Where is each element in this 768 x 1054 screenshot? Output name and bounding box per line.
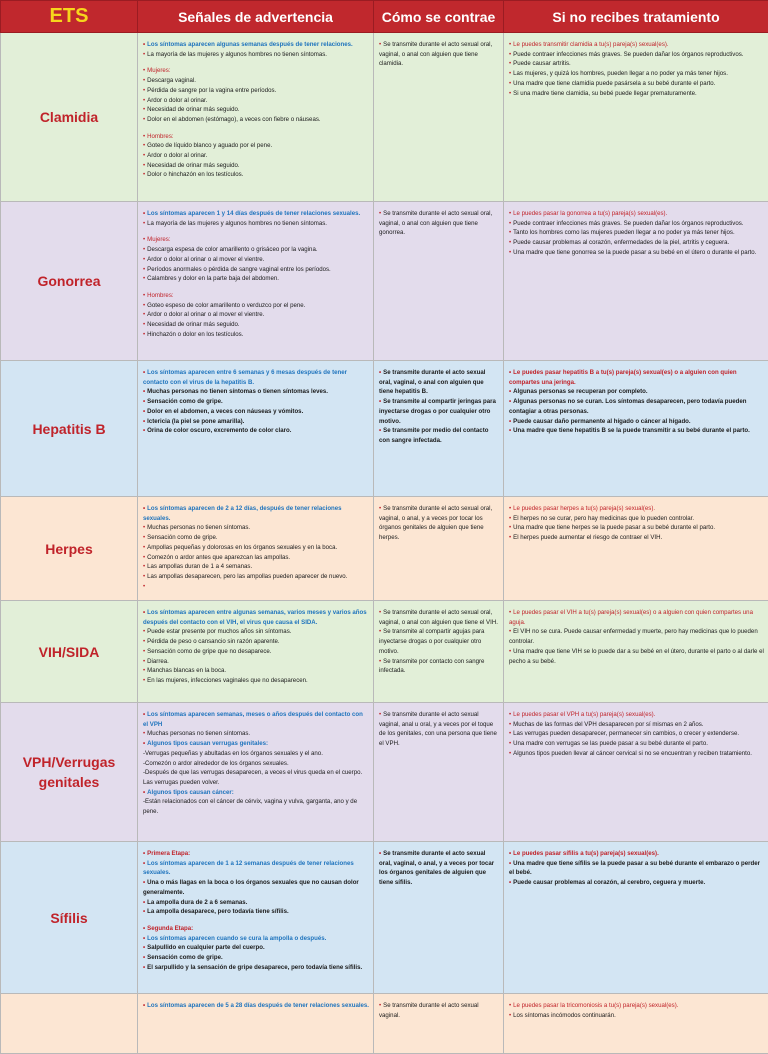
cell-line: • Las verrugas pueden desaparecer, permanecer sin cambios, o crecer y extenderse. bbox=[509, 729, 764, 739]
row-vph bbox=[1, 703, 768, 842]
cell-line: • Se transmite durante el acto sexual oral, vaginal, o anal con alguien que tiene hepatitis B. bbox=[379, 368, 499, 397]
signs-cell bbox=[138, 601, 374, 703]
cell-line: • El herpes puede aumentar el riesgo de contraer el VIH. bbox=[509, 533, 764, 543]
cell-line: • Le puedes pasar la tricomoniosis a tu(s) pareja(s) sexual(es). bbox=[509, 1001, 764, 1011]
cell-line: • Necesidad de orinar más seguido. bbox=[143, 105, 369, 115]
row-vih-sida bbox=[1, 601, 768, 703]
cell-line: • Se transmite durante el acto sexual oral, vaginal, o anal con alguien que tiene clamidia. bbox=[379, 40, 499, 69]
transmission-cell bbox=[374, 202, 504, 361]
cell-line: • Le puedes pasar la gonorrea a tu(s) pareja(s) sexual(es). bbox=[509, 209, 764, 219]
cell-line: • Calambres y dolor en la parte baja del abdomen. bbox=[143, 274, 369, 284]
spacer bbox=[143, 59, 369, 66]
cell-line: • Algunos tipos causan verrugas genitales: bbox=[143, 739, 369, 749]
cell-line: • Dolor o hinchazón en los testículos. bbox=[143, 170, 369, 180]
cell-line: • Diarrea. bbox=[143, 657, 369, 667]
cell-line: • Los síntomas aparecen de 2 a 12 días, después de tener relaciones sexuales. bbox=[143, 504, 369, 523]
cell-line: • Se transmite durante el acto sexual vaginal. bbox=[379, 1001, 499, 1020]
cell-line: • Mujeres: bbox=[143, 66, 369, 76]
cell-line: • Una madre con verrugas se las puede pasar a su bebé durante el parto. bbox=[509, 739, 764, 749]
cell-line: • Sensación como de gripe. bbox=[143, 953, 369, 963]
spacer bbox=[143, 125, 369, 132]
untreated-cell bbox=[504, 202, 768, 361]
header-row bbox=[1, 1, 768, 33]
row-hepatitis-b bbox=[1, 361, 768, 497]
signs-cell bbox=[138, 497, 374, 601]
cell-line: • Los síntomas aparecen entre algunas semanas, varios meses y varios años después del contacto con el VIH, el virus que causa el SIDA. bbox=[143, 608, 369, 627]
cell-line: • Descarga espesa de color amarillento o grisáceo por la vagina. bbox=[143, 245, 369, 255]
header-untreated: Si no recibes tratamiento bbox=[504, 1, 768, 33]
disease-name: VIH/SIDA bbox=[1, 601, 138, 703]
cell-line: • Ardor o dolor al orinar. bbox=[143, 96, 369, 106]
cell-line: • Le puedes transmitir clamidia a tu(s) pareja(s) sexual(es). bbox=[509, 40, 764, 50]
cell-line: • Puede causar daño permanente al hígado o cáncer al hígado. bbox=[509, 417, 764, 427]
cell-line: • Mujeres: bbox=[143, 235, 369, 245]
cell-line: • Algunos tipos causan cáncer: bbox=[143, 788, 369, 798]
cell-line: • Le puedes pasar el VPH a tu(s) pareja(s) sexual(es). bbox=[509, 710, 764, 720]
untreated-cell bbox=[504, 497, 768, 601]
cell-line: • Muchas de las formas del VPH desaparecen por sí mismas en 2 años. bbox=[509, 720, 764, 730]
cell-line: • Se transmite durante el acto sexual oral, vaginal, o anal, y a veces por tocar los órganos genitales de alguien que tiene herpes. bbox=[379, 504, 499, 543]
cell-line: • Hombres: bbox=[143, 132, 369, 142]
cell-line: • Ardor o dolor al orinar. bbox=[143, 151, 369, 161]
cell-line: • La ampolla desaparece, pero todavía tiene sífilis. bbox=[143, 907, 369, 917]
cell-line: • Una madre que tiene hepatitis B se la puede transmitir a su bebé durante el parto. bbox=[509, 426, 764, 436]
cell-line: • Necesidad de orinar más seguido. bbox=[143, 161, 369, 171]
disease-name: Hepatitis B bbox=[1, 361, 138, 497]
disease-name: Herpes bbox=[1, 497, 138, 601]
cell-line: • Hombres: bbox=[143, 291, 369, 301]
row-gonorrea bbox=[1, 202, 768, 361]
cell-line: • Algunos tipos pueden llevar al cáncer cervical si no se encuentran y reciben tratamiento. bbox=[509, 749, 764, 759]
cell-line: • Primera Etapa: bbox=[143, 849, 369, 859]
cell-line: • Ampollas pequeñas y dolorosas en los órganos sexuales y en la boca. bbox=[143, 543, 369, 553]
cell-line: • Se transmite por contacto con sangre infectada. bbox=[379, 657, 499, 676]
cell-line: • Hinchazón o dolor en los testículos. bbox=[143, 330, 369, 340]
cell-line: • El sarpullido y la sensación de gripe desaparece, pero todavía tiene sífilis. bbox=[143, 963, 369, 973]
cell-line: • Puede contraer infecciones más graves. Se pueden dañar los órganos reproductivos. bbox=[509, 50, 764, 60]
cell-line: • En las mujeres, infecciones vaginales que no desaparecen. bbox=[143, 676, 369, 686]
signs-cell bbox=[138, 703, 374, 842]
cell-line: • Muchas personas no tienen síntomas o tienen síntomas leves. bbox=[143, 387, 369, 397]
cell-line: • Puede estar presente por muchos años sin síntomas. bbox=[143, 627, 369, 637]
cell-line: • Le puedes pasar herpes a tu(s) pareja(s) sexual(es). bbox=[509, 504, 764, 514]
disease-name: VPH/Verrugas genitales bbox=[1, 703, 138, 842]
cell-line: • La mayoría de las mujeres y algunos hombres no tienen síntomas. bbox=[143, 219, 369, 229]
cell-line: • Las ampollas duran de 1 a 4 semanas. bbox=[143, 562, 369, 572]
cell-line: • Una madre que tiene sífilis se la puede pasar a su bebé durante el embarazo o perder el bebé. bbox=[509, 859, 764, 878]
cell-line: -Después de que las verrugas desaparecen, a veces el virus queda en el cuerpo. Las verrugas pueden volver. bbox=[143, 768, 369, 787]
disease-name: Gonorrea bbox=[1, 202, 138, 361]
cell-line: -Verrugas pequeñas y abultadas en los órganos sexuales y el ano. bbox=[143, 749, 369, 759]
untreated-cell bbox=[504, 33, 768, 202]
cell-line: • Puede contraer infecciones más graves. Se pueden dañar los órganos reproductivos. bbox=[509, 219, 764, 229]
untreated-cell bbox=[504, 703, 768, 842]
cell-line: • Algunas personas se recuperan por completo. bbox=[509, 387, 764, 397]
cell-line: • Los síntomas aparecen semanas, meses o años después del contacto con el VPH bbox=[143, 710, 369, 729]
cell-line: • El VIH no se cura. Puede causar enfermedad y muerte, pero hay medicinas que lo pueden controlar. bbox=[509, 627, 764, 646]
cell-line: • Se transmite durante el acto sexual oral, vaginal, o anal con alguien que tiene gonorrea. bbox=[379, 209, 499, 238]
cell-line: • Los síntomas incómodos continuarán. bbox=[509, 1011, 764, 1021]
signs-cell bbox=[138, 202, 374, 361]
cell-line: • Muchas personas no tienen síntomas. bbox=[143, 729, 369, 739]
cell-line: • Los síntomas aparecen cuando se cura la ampolla o después. bbox=[143, 934, 369, 944]
cell-line: • Las ampollas desaparecen, pero las ampollas pueden aparecer de nuevo. bbox=[143, 572, 369, 582]
cell-line: • Los síntomas aparecen de 1 a 12 semanas después de tener relaciones sexuales. bbox=[143, 859, 369, 878]
cell-line: • Las mujeres, y quizá los hombres, pueden llegar a no poder ya más tener hijos. bbox=[509, 69, 764, 79]
cell-line: • La ampolla dura de 2 a 6 semanas. bbox=[143, 898, 369, 908]
cell-line: • Segunda Etapa: bbox=[143, 924, 369, 934]
cell-line: • Le puedes pasar sífilis a tu(s) pareja(s) sexual(es). bbox=[509, 849, 764, 859]
cell-line: • Los síntomas aparecen de 5 a 28 días después de tener relaciones sexuales. bbox=[143, 1001, 369, 1011]
cell-line: • Sensación como de gripe. bbox=[143, 533, 369, 543]
cell-line: • Una madre que tiene gonorrea se la puede pasar a su bebé en el útero o durante el parto. bbox=[509, 248, 764, 258]
cell-line: • Goteo espeso de color amarillento o verduzco por el pene. bbox=[143, 301, 369, 311]
header-transmission: Cómo se contrae bbox=[374, 1, 504, 33]
signs-cell bbox=[138, 842, 374, 994]
cell-line: • Sensación como de gripe. bbox=[143, 397, 369, 407]
cell-line: • Se transmite durante el acto sexual vaginal, anal u oral, y a veces por el toque de los genitales, con una persona que tiene el VPH. bbox=[379, 710, 499, 749]
cell-line: • Salpullido en cualquier parte del cuerpo. bbox=[143, 943, 369, 953]
signs-cell bbox=[138, 361, 374, 497]
cell-line: • Una madre que tiene herpes se la puede pasar a su bebé durante el parto. bbox=[509, 523, 764, 533]
transmission-cell bbox=[374, 497, 504, 601]
cell-line: • La mayoría de las mujeres y algunos hombres no tienen síntomas. bbox=[143, 50, 369, 60]
transmission-cell bbox=[374, 33, 504, 202]
transmission-cell bbox=[374, 601, 504, 703]
disease-name: Clamidia bbox=[1, 33, 138, 202]
cell-line: • Una o más llagas en la boca o los órganos sexuales que no causan dolor generalmente. bbox=[143, 878, 369, 897]
spacer bbox=[143, 228, 369, 235]
cell-line: • Pérdida de peso o cansancio sin razón aparente. bbox=[143, 637, 369, 647]
cell-line: • Ardor o dolor al orinar o al mover el vientre. bbox=[143, 255, 369, 265]
cell-line: • Puede causar problemas al corazón, enfermedades de la piel, artritis y ceguera. bbox=[509, 238, 764, 248]
cell-line: • Los síntomas aparecen 1 y 14 días después de tener relaciones sexuales. bbox=[143, 209, 369, 219]
untreated-cell bbox=[504, 842, 768, 994]
cell-line: • Se transmite al compartir agujas para inyectarse drogas o por cualquier otro motivo. bbox=[379, 627, 499, 656]
untreated-cell bbox=[504, 601, 768, 703]
spacer bbox=[143, 284, 369, 291]
cell-line: • Ictericia (la piel se pone amarilla). bbox=[143, 417, 369, 427]
spacer bbox=[143, 917, 369, 924]
cell-line: • Orina de color oscuro, excremento de color claro. bbox=[143, 426, 369, 436]
cell-line: • Períodos anormales o pérdida de sangre vaginal entre los períodos. bbox=[143, 265, 369, 275]
cell-line: • Goteo de líquido blanco y aguado por el pene. bbox=[143, 141, 369, 151]
header-signs: Señales de advertencia bbox=[138, 1, 374, 33]
cell-line: • Manchas blancas en la boca. bbox=[143, 666, 369, 676]
row-sifilis bbox=[1, 842, 768, 994]
cell-line: • Necesidad de orinar más seguido. bbox=[143, 320, 369, 330]
row-clamidia bbox=[1, 33, 768, 202]
cell-line: -Están relacionados con el cáncer de cérvix, vagina y vulva, garganta, ano y de pene. bbox=[143, 797, 369, 816]
cell-line: • Los síntomas aparecen entre 6 semanas y 6 mesas después de tener contacto con el virus de la hepatitis B. bbox=[143, 368, 369, 387]
cell-line: • Dolor en el abdomen (estómago), a veces con fiebre o náuseas. bbox=[143, 115, 369, 125]
cell-line: • Descarga vaginal. bbox=[143, 76, 369, 86]
cell-line: • Le puedes pasar el VIH a tu(s) pareja(s) sexual(es) o a alguien con quien compartes una aguja. bbox=[509, 608, 764, 627]
cell-line: • Se transmite durante el acto sexual oral, vaginal, o anal, y a veces por tocar los órganos genitales de alguien que tiene sífilis. bbox=[379, 849, 499, 888]
transmission-cell bbox=[374, 842, 504, 994]
signs-cell bbox=[138, 33, 374, 202]
cell-line: • Pérdida de sangre por la vagina entre períodos. bbox=[143, 86, 369, 96]
transmission-cell bbox=[374, 703, 504, 842]
header-ets: ETS bbox=[1, 1, 138, 33]
cell-line: • Si una madre tiene clamidia, su bebé puede llegar prematuramente. bbox=[509, 89, 764, 99]
cell-line: • El herpes no se curar, pero hay medicinas que lo pueden controlar. bbox=[509, 514, 764, 524]
untreated-cell bbox=[504, 361, 768, 497]
cell-line: • Comezón o ardor antes que aparezcan las ampollas. bbox=[143, 553, 369, 563]
cell-line bbox=[143, 582, 369, 592]
cell-line: • Le puedes pasar hepatitis B a tu(s) pareja(s) sexual(es) o a alguien con quien compartes una jeringa. bbox=[509, 368, 764, 387]
cell-line: • Puede causar problemas al corazón, al cerebro, ceguera y muerte. bbox=[509, 878, 764, 888]
row-herpes bbox=[1, 497, 768, 601]
cell-line: • Una madre que tiene VIH se lo puede dar a su bebé en el útero, durante el parto o al darle el pecho a su bebé. bbox=[509, 647, 764, 666]
cell-line: • Una madre que tiene clamidia puede pasársela a su bebé durante el parto. bbox=[509, 79, 764, 89]
cell-line: • Dolor en el abdomen, a veces con náuseas y vómitos. bbox=[143, 407, 369, 417]
cell-line: • Se transmite por medio del contacto con sangre infectada. bbox=[379, 426, 499, 445]
disease-name: Sífilis bbox=[1, 842, 138, 994]
cell-line: • Los síntomas aparecen algunas semanas después de tener relaciones. bbox=[143, 40, 369, 50]
cell-line: • Puede causar artritis. bbox=[509, 59, 764, 69]
cell-line: • Se transmite al compartir jeringas para inyectarse drogas o por cualquier otro motivo. bbox=[379, 397, 499, 426]
cell-line: • Sensación como de gripe que no desaparece. bbox=[143, 647, 369, 657]
cell-line: -Comezón o ardor alrededor de los órganos sexuales. bbox=[143, 759, 369, 769]
transmission-cell bbox=[374, 361, 504, 497]
cell-line: • Ardor o dolor al orinar o al mover el vientre. bbox=[143, 310, 369, 320]
cell-line: • Se transmite durante el acto sexual oral, vaginal, o anal con alguien que tiene el VIH. bbox=[379, 608, 499, 627]
cell-line: • Algunas personas no se curan. Los síntomas desaparecen, pero todavía pueden contagiar a otras personas. bbox=[509, 397, 764, 416]
cell-line: • Tanto los hombres como las mujeres pueden llegar a no poder ya más tener hijos. bbox=[509, 228, 764, 238]
cell-line: • Muchas personas no tienen síntomas. bbox=[143, 523, 369, 533]
